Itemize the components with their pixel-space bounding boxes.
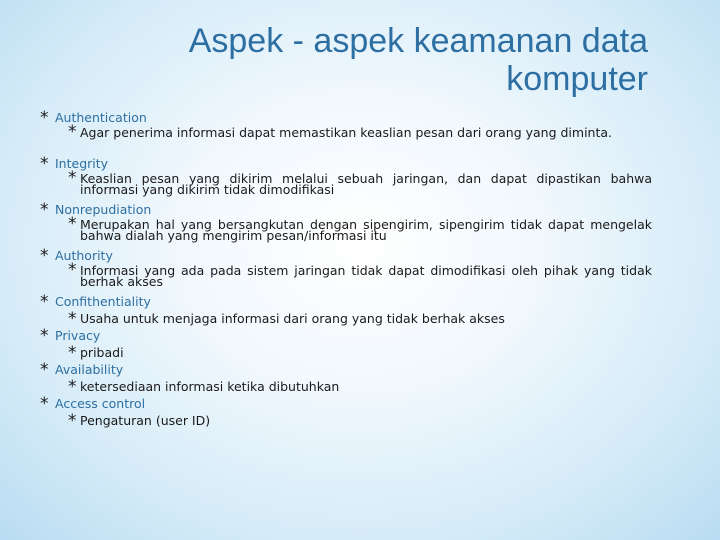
- heading-access-control: [40, 396, 652, 413]
- list-item-access-control: [40, 396, 652, 430]
- bullet-icon: *: [68, 343, 77, 363]
- bullet-icon: *: [40, 246, 49, 266]
- bullet-icon: *: [68, 411, 77, 431]
- detail-text: Usaha untuk menjaga informasi dari orang yang tidak berhak akses: [80, 311, 505, 326]
- bullet-icon: *: [68, 122, 77, 142]
- detail-authentication: [68, 122, 652, 156]
- detail-text: Agar penerima informasi dapat memastikan keaslian pesan dari orang yang diminta.: [80, 125, 613, 140]
- heading-label: Nonrepudiation: [55, 202, 152, 217]
- detail-confithentiality: [68, 311, 652, 328]
- bullet-icon: *: [68, 214, 77, 234]
- list-item-authentication: [40, 110, 652, 156]
- detail-text: Informasi yang ada pada sistem jaringan tidak dapat dimodifikasi oleh pihak yang tidak berhak akses: [80, 263, 652, 289]
- list-item-authority: [40, 248, 652, 294]
- list-item-integrity: [40, 156, 652, 202]
- detail-integrity: [68, 168, 652, 202]
- list-item-nonrepudiation: [40, 202, 652, 248]
- bullet-icon: *: [40, 394, 49, 414]
- bullet-icon: *: [68, 168, 77, 188]
- slide-title-line-1: Aspek - aspek keamanan data: [188, 22, 648, 60]
- detail-text: Pengaturan (user ID): [80, 413, 211, 428]
- detail-access-control: [68, 413, 652, 430]
- slide-title-line-2: komputer: [506, 60, 648, 98]
- heading-availability: [40, 362, 652, 379]
- bullet-icon: *: [68, 309, 77, 329]
- heading-privacy: [40, 328, 652, 345]
- detail-text: Merupakan hal yang bersangkutan dengan sipengirim, sipengirim tidak dapat mengelak bahwa dialah yang mengirim pesan/informasi itu: [80, 217, 652, 243]
- bullet-icon: *: [68, 377, 77, 397]
- heading-label: Authentication: [55, 110, 147, 125]
- bullet-icon: *: [40, 200, 49, 220]
- bullet-icon: *: [68, 260, 77, 280]
- list-item-availability: [40, 362, 652, 396]
- detail-nonrepudiation: [68, 214, 652, 248]
- bullet-icon: *: [40, 108, 49, 128]
- heading-confithentiality: [40, 294, 652, 311]
- heading-label: Privacy: [55, 328, 101, 343]
- heading-label: Authority: [55, 248, 113, 263]
- detail-text: pribadi: [80, 345, 124, 360]
- bullet-list: [40, 110, 652, 430]
- slide-title: [48, 22, 648, 98]
- bullet-icon: *: [40, 292, 49, 312]
- detail-text: ketersediaan informasi ketika dibutuhkan: [80, 379, 340, 394]
- heading-label: Integrity: [55, 156, 109, 171]
- heading-label: Confithentiality: [55, 294, 151, 309]
- heading-label: Access control: [55, 396, 146, 411]
- bullet-icon: *: [40, 326, 49, 346]
- bullet-icon: *: [40, 360, 49, 380]
- detail-availability: [68, 379, 652, 396]
- bullet-icon: *: [40, 154, 49, 174]
- detail-authority: [68, 260, 652, 294]
- heading-label: Availability: [55, 362, 124, 377]
- detail-text: Keaslian pesan yang dikirim melalui sebuah jaringan, dan dapat dipastikan bahwa informasi yang dikirim tidak dimodifikasi: [80, 171, 652, 197]
- list-item-privacy: [40, 328, 652, 362]
- list-item-confithentiality: [40, 294, 652, 328]
- detail-privacy: [68, 345, 652, 362]
